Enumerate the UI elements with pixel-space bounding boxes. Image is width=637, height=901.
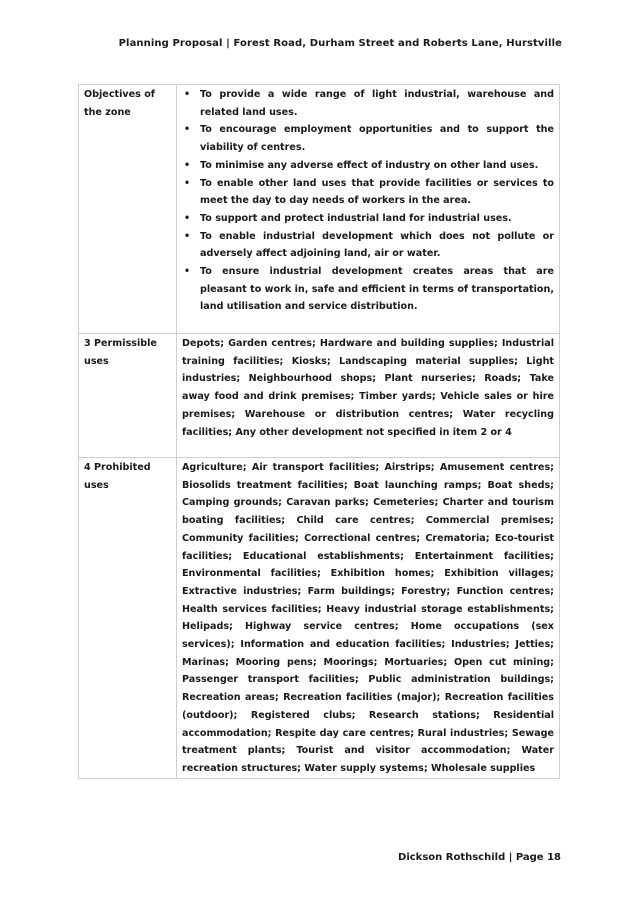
list-item: • To support and protect industrial land for industrial uses. (182, 210, 554, 228)
permissible-text: Depots; Garden centres; Hardware and building supplies; Industrial training facilities; Kiosks; Landscaping material supplies; Light industries; Neighbourhood shops; Plant nurseries; Roads; Take away food and drink premises; Timber yards; Vehicle sales or hire premises; Warehouse or distribution centres; Water recycling facilities; Any other development not specified in item 2 or 4 (182, 338, 554, 438)
prohibited-content (177, 458, 560, 779)
list-item: • To enable industrial development which does not pollute or adversely affect adjoining land, air or water. (182, 228, 554, 263)
prohibited-text: Agriculture; Air transport facilities; Airstrips; Amusement centres; Biosolids treatment facilities; Boat launching ramps; Boat sheds; Camping grounds; Caravan parks; Cemeteries; Charter and tourism boating facilities; Child care centres; Commercial premises; Community facilities; Correctional centres; Crematoria; Eco-tourist facilities; Educational establishments; Entertainment facilities; Environmental facilities; Exhibition homes; Exhibition villages; Extractive industries; Farm buildings; Forestry; Function centres; Health services facilities; Heavy industrial storage establishments; Helipads; Highway service centres; Home occupations (sex services); Information and education facilities; Industries; Jetties; Marinas; Mooring pens; Moorings; Mortuaries; Open cut mining; Passenger transport facilities; Public administration buildings; Recreation areas; Recreation facilities (major); Recreation facilities (outdoor); Registered clubs; Research stations; Residential accommodation; Respite day care centres; Rural industries; Sewage treatment plants; Tourist and visitor accommodation; Water recreation structures; Water supply systems; Wholesale supplies (182, 462, 554, 774)
objectives-list (182, 86, 554, 316)
zone-table (78, 84, 560, 779)
list-item: • To ensure industrial development creates areas that are pleasant to work in, safe and efficient in terms of transportation, land utilisation and service distribution. (182, 263, 554, 316)
list-item: • To provide a wide range of light industrial, warehouse and related land uses. (182, 86, 554, 121)
bullet-icon: • (184, 230, 191, 242)
objectives-content (177, 85, 560, 334)
list-item: • To enable other land uses that provide facilities or services to meet the day to day needs of workers in the area. (182, 175, 554, 210)
list-item: • To encourage employment opportunities and to support the viability of centres. (182, 121, 554, 156)
bullet-icon: • (184, 159, 191, 171)
bullet-icon: • (184, 177, 191, 189)
objectives-row (79, 85, 560, 334)
prohibited-row (79, 458, 560, 779)
page-header: Planning Proposal | Forest Road, Durham Street and Roberts Lane, Hurstville (118, 38, 562, 49)
bullet-icon: • (184, 89, 191, 100)
permissible-row (79, 334, 560, 458)
bullet-icon: • (184, 212, 191, 224)
objectives-label: Objectives of the zone (79, 85, 177, 334)
permissible-label: 3 Permissible uses (79, 334, 177, 458)
bullet-icon: • (184, 124, 191, 136)
list-item: • To minimise any adverse effect of industry on other land uses. (182, 157, 554, 175)
bullet-icon: • (184, 266, 191, 278)
page-footer: Dickson Rothschild | Page 18 (398, 852, 561, 863)
permissible-content (177, 334, 560, 458)
prohibited-label: 4 Prohibited uses (79, 458, 177, 779)
